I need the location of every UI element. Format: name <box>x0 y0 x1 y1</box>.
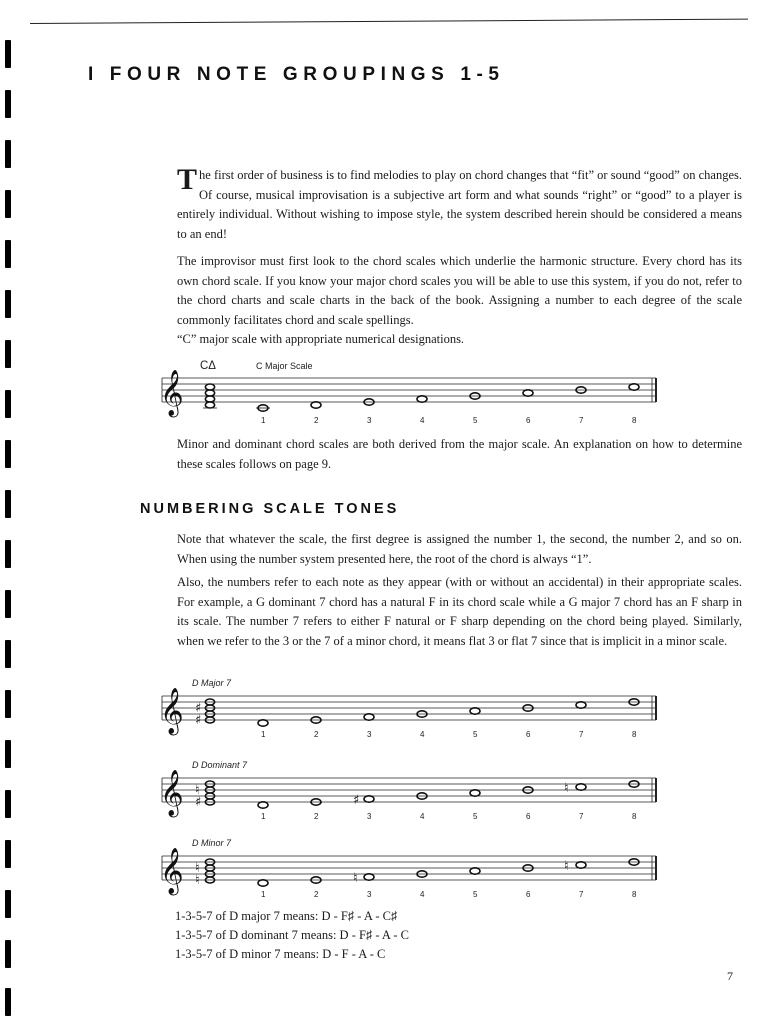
binding-hole <box>5 590 11 618</box>
binding-hole <box>5 390 11 418</box>
binding-hole <box>5 240 11 268</box>
binding-hole <box>5 640 11 668</box>
intro-paragraph-1-text: he first order of business is to find melodies to play on chord changes that “fit” or sound “good” on changes. Of course, musical improvisation is a subjective art form and what sounds “right” or “good” to a player is entirely individual. Without wishing to impose style, the system described herein should be considered a means to an end! <box>177 168 742 241</box>
chord-notes <box>205 781 214 805</box>
scale-degree: 6 <box>526 812 531 821</box>
binding-hole <box>5 690 11 718</box>
scale-degree: 7 <box>579 730 584 739</box>
staff-label: C Major Scale <box>256 361 313 371</box>
scale-degree: 5 <box>473 730 478 739</box>
scale-degree: 2 <box>314 730 319 739</box>
binding-hole <box>5 790 11 818</box>
treble-clef-icon: 𝄞 <box>160 848 184 894</box>
scale-degree: 7 <box>579 416 584 425</box>
scale-degree: 2 <box>314 416 319 425</box>
scale-degree: 1 <box>261 416 266 425</box>
scale-degree: 1 <box>261 730 266 739</box>
chapter-title: I FOUR NOTE GROUPINGS 1-5 <box>88 64 505 85</box>
scale-degree: 7 <box>579 890 584 899</box>
d-major7-scale-staff <box>150 676 670 740</box>
natural-icon: ♮ <box>195 861 200 876</box>
binding-hole <box>5 140 11 168</box>
binding-hole <box>5 490 11 518</box>
chord-spelling: 1-3-5-7 of D minor 7 means: D - F - A - C <box>175 947 386 961</box>
sharp-icon: ♯ <box>353 793 360 808</box>
scale-degree: 3 <box>367 416 372 425</box>
section-heading: NUMBERING SCALE TONES <box>140 501 400 517</box>
staff-label: D Minor 7 <box>192 838 232 848</box>
scale-notes <box>256 384 639 411</box>
scale-degree: 2 <box>314 890 319 899</box>
scale-degree: 1 <box>261 812 266 821</box>
chord-notes <box>205 384 214 408</box>
chord-spelling: 1-3-5-7 of D major 7 means: D - F♯ - A - C♯ <box>175 909 398 923</box>
scale-degree: 4 <box>420 416 425 425</box>
scale-degree: 8 <box>632 812 637 821</box>
treble-clef-icon: 𝄞 <box>160 770 184 816</box>
d-minor7-scale-staff <box>150 836 670 900</box>
natural-icon: ♮ <box>195 783 200 798</box>
sharp-icon: ♯ <box>195 713 202 728</box>
drop-cap: T <box>177 163 198 196</box>
scale-notes <box>258 699 639 726</box>
scale-degree: 5 <box>473 812 478 821</box>
natural-icon: ♮ <box>564 781 569 796</box>
scale-degree: 8 <box>632 730 637 739</box>
intro-paragraph-3: Minor and dominant chord scales are both derived from the major scale. An explanation on how to determine these scales follows on page 9. <box>177 437 742 471</box>
binding-hole <box>5 440 11 468</box>
page-number: 7 <box>727 969 733 983</box>
binding-hole <box>5 740 11 768</box>
binding-hole <box>5 840 11 868</box>
binding-hole <box>5 190 11 218</box>
scale-degree: 7 <box>579 812 584 821</box>
scale-degree: 4 <box>420 730 425 739</box>
scale-degree: 8 <box>632 890 637 899</box>
binding-hole <box>5 290 11 318</box>
chord-spelling: 1-3-5-7 of D dominant 7 means: D - F♯ - A - C <box>175 928 410 942</box>
sharp-icon: ♯ <box>195 795 202 810</box>
treble-clef-icon: 𝄞 <box>160 370 184 416</box>
staff-label: D Major 7 <box>192 678 232 688</box>
binding-hole <box>5 988 11 1016</box>
staff-label: D Dominant 7 <box>192 760 248 770</box>
chord-notes <box>205 859 214 883</box>
binding-hole <box>5 540 11 568</box>
header-rule <box>30 19 748 24</box>
scale-degree: 5 <box>473 416 478 425</box>
section-paragraph-2: Also, the numbers refer to each note as they appear (with or without an accidental) in their appropriate scales. For example, a G dominant 7 chord has a natural F in its chord scale while a G major 7 chord has an F sharp in its scale. The number 7 refers to either F natural or F sharp depending on the chord being played. Similarly, when we refer to the 3 or the 7 of a minor chord, it means flat 3 or flat 7 since that is implicit in a minor scale. <box>177 575 742 648</box>
binding-hole <box>5 340 11 368</box>
natural-icon: ♮ <box>564 859 569 874</box>
binding-hole <box>5 90 11 118</box>
scale-notes <box>258 781 639 808</box>
scale-degree: 3 <box>367 890 372 899</box>
scale-caption: “C” major scale with appropriate numerical designations. <box>177 332 465 346</box>
natural-icon: ♮ <box>353 871 358 886</box>
scale-degree: 2 <box>314 812 319 821</box>
scale-notes <box>258 859 639 886</box>
scale-degree: 6 <box>526 730 531 739</box>
scale-degree: 4 <box>420 812 425 821</box>
scale-degree: 3 <box>367 730 372 739</box>
intro-paragraph-1 <box>177 163 742 244</box>
intro-paragraph-2: The improvisor must first look to the chord scales which underlie the harmonic structure. Every chord has its own chord scale. If you know your major chord scales you will be able to use this system, if you do not, refer to the chord charts and scale charts in the back of the book. Assigning a number to each degree of the scale commonly facilitates chord and scale spellings. <box>177 254 742 327</box>
section-paragraph-1: Note that whatever the scale, the first degree is assigned the number 1, the second, the number 2, and so on. When using the number system presented here, the root of the chord is always “1”. <box>177 532 742 566</box>
chord-notes <box>205 699 214 723</box>
d-dominant7-scale-staff <box>150 758 670 822</box>
chord-symbol: CΔ <box>200 360 216 372</box>
c-major-scale-staff <box>150 356 670 430</box>
natural-icon: ♮ <box>195 873 200 888</box>
scale-degree: 4 <box>420 890 425 899</box>
scale-degree: 8 <box>632 416 637 425</box>
scale-degree: 6 <box>526 890 531 899</box>
treble-clef-icon: 𝄞 <box>160 688 184 734</box>
sharp-icon: ♯ <box>195 701 202 716</box>
binding-hole <box>5 890 11 918</box>
scale-degree: 5 <box>473 890 478 899</box>
scale-degree: 6 <box>526 416 531 425</box>
staff-lines <box>162 378 656 402</box>
binding-hole <box>5 40 11 68</box>
binding-hole <box>5 940 11 968</box>
scale-degree: 1 <box>261 890 266 899</box>
scale-degree: 3 <box>367 812 372 821</box>
